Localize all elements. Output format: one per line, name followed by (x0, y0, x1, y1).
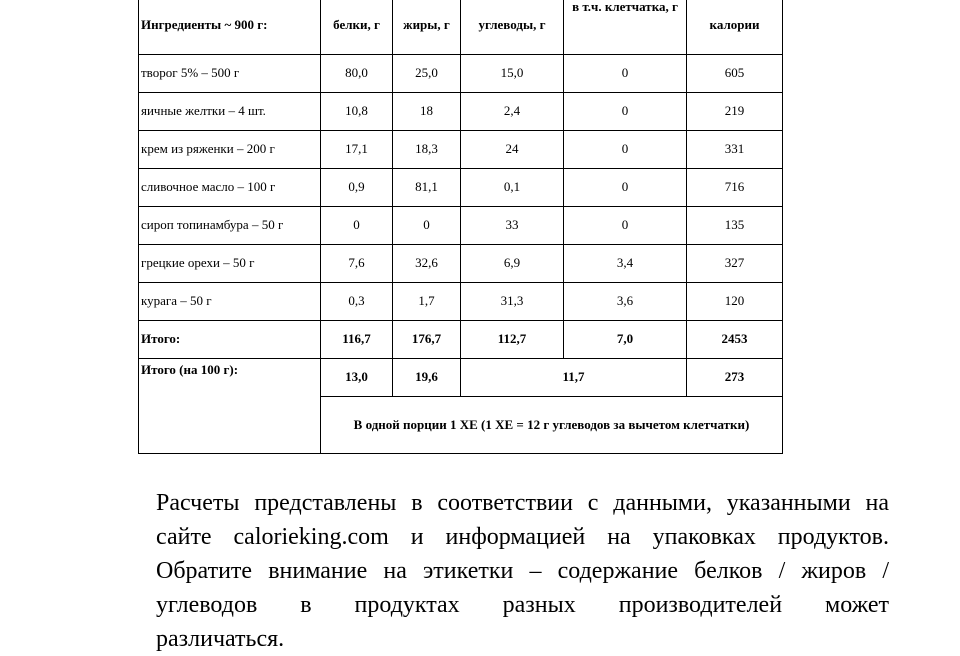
paragraph-line: углеводов в продуктах разных производителей может (156, 592, 889, 618)
cell-protein: 10,8 (321, 93, 393, 131)
ingredient-name: крем из ряженки – 200 г (139, 131, 321, 169)
ingredient-name: курага – 50 г (139, 283, 321, 321)
cell-fat: 25,0 (393, 55, 461, 93)
cell-fat: 18 (393, 93, 461, 131)
cell-protein: 80,0 (321, 55, 393, 93)
cell-carbs: 0,1 (461, 169, 564, 207)
table-row (139, 283, 783, 321)
header-fat: жиры, г (393, 0, 461, 55)
ingredient-name: сироп топинамбура – 50 г (139, 207, 321, 245)
total-per-100-row (139, 359, 783, 397)
ingredient-name: грецкие орехи – 50 г (139, 245, 321, 283)
paragraph-line: сайте calorieking.com и информацией на упаковках продуктов. (156, 524, 889, 550)
cell-fat: 81,1 (393, 169, 461, 207)
paragraph-line: Расчеты представлены в соответствии с данными, указанными на (156, 490, 889, 516)
ingredient-name: сливочное масло – 100 г (139, 169, 321, 207)
cell-calories: 716 (687, 169, 783, 207)
ingredient-name: яичные желтки – 4 шт. (139, 93, 321, 131)
header-calories: калории (687, 0, 783, 55)
cell-calories: 605 (687, 55, 783, 93)
cell-carbs: 33 (461, 207, 564, 245)
table-row (139, 131, 783, 169)
total-protein: 116,7 (321, 321, 393, 359)
cell-fat: 32,6 (393, 245, 461, 283)
table-row (139, 245, 783, 283)
header-protein: белки, г (321, 0, 393, 55)
cell-carbs: 15,0 (461, 55, 564, 93)
cell-protein: 17,1 (321, 131, 393, 169)
cell-calories: 135 (687, 207, 783, 245)
calculation-note (156, 486, 889, 656)
cell-calories: 331 (687, 131, 783, 169)
cell-carbs: 2,4 (461, 93, 564, 131)
header-carbs: углеводы, г (461, 0, 564, 55)
paragraph-line: различаться. (156, 626, 285, 652)
cell-fat: 1,7 (393, 283, 461, 321)
cell-fiber: 0 (564, 93, 687, 131)
total-per-100-fat: 19,6 (393, 359, 461, 397)
cell-carbs: 31,3 (461, 283, 564, 321)
cell-fiber: 3,6 (564, 283, 687, 321)
cell-protein: 0,3 (321, 283, 393, 321)
total-fat: 176,7 (393, 321, 461, 359)
cell-fiber: 0 (564, 169, 687, 207)
table-row (139, 55, 783, 93)
ingredient-name: творог 5% – 500 г (139, 55, 321, 93)
total-per-100-protein: 13,0 (321, 359, 393, 397)
total-per-100-net-carbs: 11,7 (461, 359, 687, 397)
cell-calories: 219 (687, 93, 783, 131)
total-calories: 2453 (687, 321, 783, 359)
total-label: Итого: (139, 321, 321, 359)
cell-protein: 0 (321, 207, 393, 245)
cell-protein: 7,6 (321, 245, 393, 283)
cell-calories: 327 (687, 245, 783, 283)
cell-fat: 18,3 (393, 131, 461, 169)
total-carbs: 112,7 (461, 321, 564, 359)
paragraph-line: Обратите внимание на этикетки – содержание белков / жиров / (156, 558, 889, 584)
bread-unit-note: В одной порции 1 ХЕ (1 ХЕ = 12 г углеводов за вычетом клетчатки) (321, 397, 783, 454)
cell-carbs: 6,9 (461, 245, 564, 283)
cell-fat: 0 (393, 207, 461, 245)
cell-calories: 120 (687, 283, 783, 321)
total-fiber: 7,0 (564, 321, 687, 359)
total-per-100-label: Итого (на 100 г): (139, 359, 321, 454)
header-fiber: в т.ч. клетчатка, г (564, 0, 687, 55)
cell-fiber: 0 (564, 55, 687, 93)
table-row (139, 169, 783, 207)
cell-protein: 0,9 (321, 169, 393, 207)
header-ingredients: Ингредиенты ~ 900 г: (139, 0, 321, 55)
cell-fiber: 0 (564, 207, 687, 245)
table-row (139, 207, 783, 245)
nutrition-table (138, 0, 783, 454)
total-per-100-calories: 273 (687, 359, 783, 397)
total-row (139, 321, 783, 359)
cell-carbs: 24 (461, 131, 564, 169)
cell-fiber: 0 (564, 131, 687, 169)
cell-fiber: 3,4 (564, 245, 687, 283)
table-header-row (139, 0, 783, 55)
table-row (139, 93, 783, 131)
